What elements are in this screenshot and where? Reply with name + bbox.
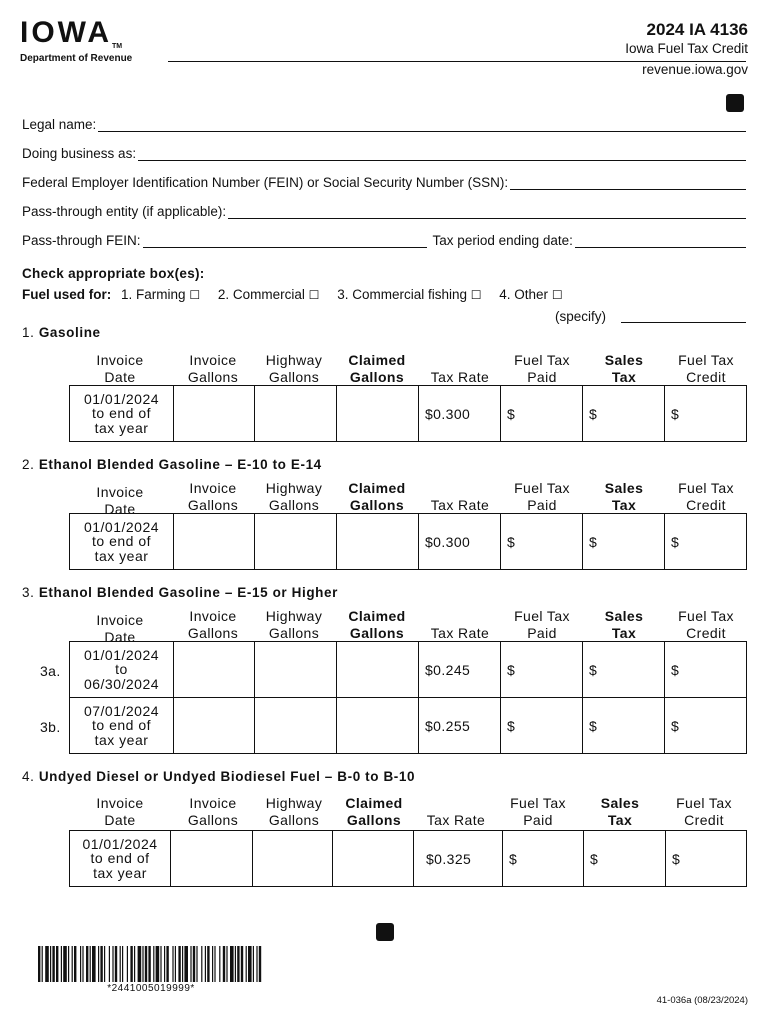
col-tax-rate: Tax Rate	[426, 812, 486, 828]
col-claimed-gallons: Claimed Gallons	[348, 480, 406, 513]
fein-ssn-line[interactable]	[510, 177, 746, 190]
section-1-table	[69, 385, 747, 442]
claimed-gallons-input[interactable]	[337, 642, 419, 698]
table-row	[70, 831, 747, 887]
barcode-icon	[38, 946, 264, 982]
sales-tax-input[interactable]: $	[583, 698, 665, 754]
col-claimed-gallons: Claimed Gallons	[348, 352, 406, 385]
col-highway-gallons: Highway Gallons	[265, 795, 323, 828]
website: revenue.iowa.gov	[642, 62, 748, 77]
registration-mark-top	[726, 94, 744, 112]
col-fuel-tax-paid: Fuel Tax Paid	[514, 608, 570, 641]
tax-rate-cell: $0.325	[414, 831, 503, 887]
sales-tax-input[interactable]: $	[583, 514, 665, 570]
col-claimed-gallons: Claimed Gallons	[348, 608, 406, 641]
col-tax-rate: Tax Rate	[430, 625, 490, 641]
dba-line[interactable]	[138, 148, 746, 161]
pass-through-fein-line[interactable]	[143, 235, 427, 248]
legal-name-field[interactable]	[22, 117, 746, 132]
pass-through-entity-label: Pass-through entity (if applicable):	[22, 204, 227, 219]
fuel-tax-credit-input[interactable]: $	[666, 831, 747, 887]
col-sales-tax: Sales Tax	[600, 795, 640, 828]
date-cell: 01/01/2024 to end of tax year	[70, 514, 174, 570]
invoice-gallons-input[interactable]	[174, 514, 255, 570]
col-highway-gallons: Highway Gallons	[265, 480, 323, 513]
date-cell: 01/01/2024 to 06/30/2024	[70, 642, 174, 698]
pass-through-entity-line[interactable]	[228, 206, 746, 219]
col-fuel-tax-credit: Fuel Tax Credit	[678, 480, 734, 513]
table-row	[70, 642, 747, 698]
claimed-gallons-input[interactable]	[337, 386, 419, 442]
col-fuel-tax-paid: Fuel Tax Paid	[510, 795, 566, 828]
date-cell: 01/01/2024 to end of tax year	[70, 831, 171, 887]
claimed-gallons-input[interactable]	[333, 831, 414, 887]
form-revision: 41-036a (08/23/2024)	[656, 995, 748, 1006]
tax-rate-cell: $0.255	[419, 698, 501, 754]
pass-through-fein-row	[22, 233, 746, 248]
legal-name-label: Legal name:	[22, 117, 97, 132]
col-invoice-date: Invoice Date	[96, 352, 144, 385]
fuel-tax-paid-input[interactable]: $	[503, 831, 584, 887]
checkbox-icon[interactable]: ☐	[189, 288, 201, 302]
barcode-number: *2441005019999*	[107, 983, 195, 994]
invoice-gallons-input[interactable]	[174, 642, 255, 698]
claimed-gallons-input[interactable]	[337, 514, 419, 570]
col-sales-tax: Sales Tax	[604, 480, 644, 513]
col-fuel-tax-paid: Fuel Tax Paid	[514, 480, 570, 513]
fuel-tax-paid-input[interactable]: $	[501, 642, 583, 698]
date-cell: 07/01/2024 to end of tax year	[70, 698, 174, 754]
fuel-tax-credit-input[interactable]: $	[665, 642, 747, 698]
col-invoice-gallons: Invoice Gallons	[187, 352, 239, 385]
dba-field[interactable]	[22, 146, 746, 161]
table-row	[70, 698, 747, 754]
col-invoice-date: Invoice Date	[96, 484, 144, 517]
checkbox-icon[interactable]: ☐	[470, 288, 482, 302]
tax-rate-cell: $0.245	[419, 642, 501, 698]
legal-name-line[interactable]	[98, 119, 746, 132]
invoice-gallons-input[interactable]	[174, 698, 255, 754]
col-fuel-tax-paid: Fuel Tax Paid	[514, 352, 570, 385]
fuel-tax-credit-input[interactable]: $	[665, 698, 747, 754]
fuel-used-row	[22, 287, 563, 302]
specify-line[interactable]	[621, 322, 746, 323]
fein-ssn-field[interactable]	[22, 175, 746, 190]
checkbox-heading: Check appropriate box(es):	[22, 266, 205, 281]
pass-through-entity-field[interactable]	[22, 204, 746, 219]
highway-gallons-input[interactable]	[255, 386, 337, 442]
section-3-title: 3. Ethanol Blended Gasoline – E-15 or Higher	[22, 585, 338, 600]
table-row	[70, 514, 747, 570]
section-2-title: 2. Ethanol Blended Gasoline – E-10 to E-14	[22, 457, 322, 472]
option-commercial[interactable]: 2. Commercial ☐	[217, 287, 320, 302]
col-fuel-tax-credit: Fuel Tax Credit	[676, 795, 732, 828]
fein-ssn-label: Federal Employer Identification Number (FEIN) or Social Security Number (SSN):	[22, 175, 509, 190]
section-1-title: 1. Gasoline	[22, 325, 101, 340]
col-highway-gallons: Highway Gallons	[265, 608, 323, 641]
fuel-tax-credit-input[interactable]: $	[665, 386, 747, 442]
checkbox-icon[interactable]: ☐	[308, 288, 320, 302]
option-commercial-fishing[interactable]: 3. Commercial fishing ☐	[337, 287, 482, 302]
fuel-tax-paid-input[interactable]: $	[501, 698, 583, 754]
fuel-tax-paid-input[interactable]: $	[501, 386, 583, 442]
fuel-used-label: Fuel used for:	[22, 287, 112, 302]
col-sales-tax: Sales Tax	[604, 352, 644, 385]
claimed-gallons-input[interactable]	[337, 698, 419, 754]
sales-tax-input[interactable]: $	[584, 831, 666, 887]
section-2-table	[69, 513, 747, 570]
date-cell: 01/01/2024 to end of tax year	[70, 386, 174, 442]
col-invoice-date: Invoice Date	[96, 612, 144, 645]
col-tax-rate: Tax Rate	[430, 369, 490, 385]
section-4-title: 4. Undyed Diesel or Undyed Biodiesel Fuel – B-0 to B-10	[22, 769, 416, 784]
col-sales-tax: Sales Tax	[604, 608, 644, 641]
form-id: 2024 IA 4136	[646, 20, 748, 39]
specify-label: (specify)	[555, 309, 607, 324]
registration-mark-bottom	[376, 923, 394, 941]
iowa-logo: IOWATM	[20, 16, 123, 50]
fuel-tax-paid-input[interactable]: $	[501, 514, 583, 570]
tax-period-label: Tax period ending date:	[432, 233, 573, 248]
col-invoice-gallons: Invoice Gallons	[187, 608, 239, 641]
col-fuel-tax-credit: Fuel Tax Credit	[678, 608, 734, 641]
form-title: Iowa Fuel Tax Credit	[625, 41, 748, 56]
row-label-3a: 3a.	[40, 663, 61, 679]
dba-label: Doing business as:	[22, 146, 137, 161]
col-fuel-tax-credit: Fuel Tax Credit	[678, 352, 734, 385]
tax-rate-cell: $0.300	[419, 386, 501, 442]
col-invoice-gallons: Invoice Gallons	[187, 480, 239, 513]
section-3-table	[69, 641, 747, 754]
col-claimed-gallons: Claimed Gallons	[345, 795, 403, 828]
highway-gallons-input[interactable]	[255, 514, 337, 570]
option-other[interactable]: 4. Other ☐	[499, 287, 563, 302]
invoice-gallons-input[interactable]	[174, 386, 255, 442]
col-tax-rate: Tax Rate	[430, 497, 490, 513]
section-4-table	[69, 830, 747, 887]
col-highway-gallons: Highway Gallons	[265, 352, 323, 385]
tax-period-line[interactable]	[575, 235, 746, 248]
highway-gallons-input[interactable]	[253, 831, 333, 887]
row-label-3b: 3b.	[40, 719, 61, 735]
option-farming[interactable]: 1. Farming ☐	[121, 287, 201, 302]
invoice-gallons-input[interactable]	[171, 831, 253, 887]
fuel-tax-credit-input[interactable]: $	[665, 514, 747, 570]
sales-tax-input[interactable]: $	[583, 642, 665, 698]
pass-through-fein-label: Pass-through FEIN:	[22, 233, 141, 248]
sales-tax-input[interactable]: $	[583, 386, 665, 442]
table-row	[70, 386, 747, 442]
highway-gallons-input[interactable]	[255, 698, 337, 754]
checkbox-icon[interactable]: ☐	[551, 288, 563, 302]
col-invoice-date: Invoice Date	[96, 795, 144, 828]
department-name: Department of Revenue	[20, 53, 133, 64]
highway-gallons-input[interactable]	[255, 642, 337, 698]
col-invoice-gallons: Invoice Gallons	[187, 795, 239, 828]
tax-rate-cell: $0.300	[419, 514, 501, 570]
